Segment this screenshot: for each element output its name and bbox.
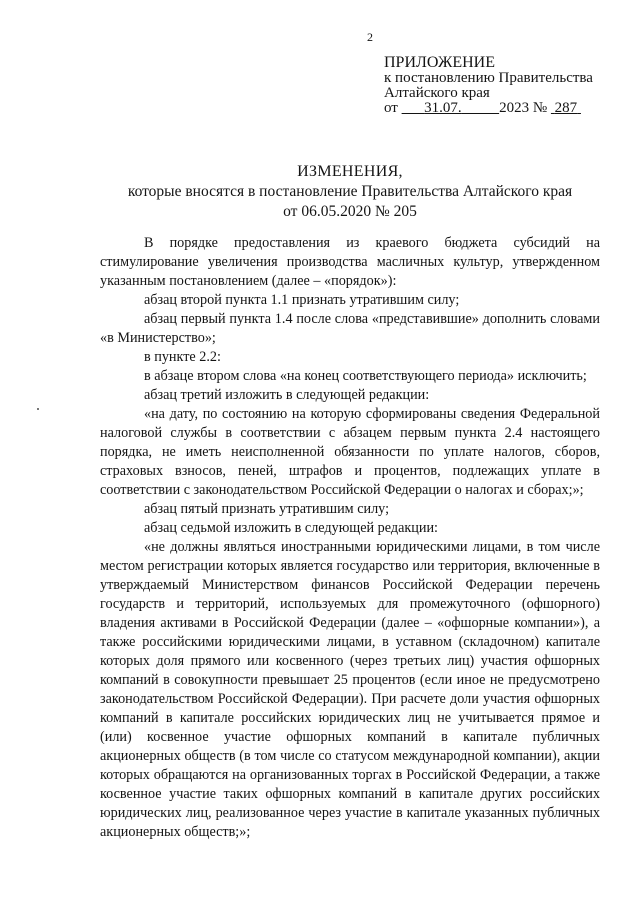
scan-mark <box>37 408 39 410</box>
appendix-date: 31.07. <box>424 100 462 116</box>
paragraph: в пункте 2.2: <box>144 349 221 365</box>
appendix-block <box>384 54 624 116</box>
page-number: 2 <box>367 30 373 44</box>
paragraph: абзац третий изложить в следующей редакции: <box>144 387 430 403</box>
paragraph: «на дату, по состоянию на которую сформированы сведения Федеральной налоговой службы в соответствии с абзацем первым пункта 2.4 настоящего порядка, не иметь неисполненной обязанности по уплате налогов, сборов, страховых взносов, пеней, штрафов и процентов, подлежащих уплате в соответствии с законодательством Российской Федерации о налогах и сборах;»; <box>100 406 600 498</box>
appendix-date-line <box>384 101 624 116</box>
paragraph: абзац пятый признать утратившим силу; <box>144 501 390 517</box>
appendix-year-label: 2023 № <box>499 100 548 116</box>
appendix-line-2: Алтайского края <box>384 85 490 101</box>
paragraph: абзац второй пункта 1.1 признать утратившим силу; <box>144 292 460 308</box>
document-body <box>100 234 600 842</box>
appendix-title: ПРИЛОЖЕНИЕ <box>384 54 496 71</box>
appendix-line-1: к постановлению Правительства <box>384 70 593 86</box>
appendix-number: 287 <box>554 100 578 116</box>
document-heading <box>90 162 610 222</box>
heading-subtitle-date: от 06.05.2020 № 205 <box>283 203 417 220</box>
paragraph: абзац седьмой изложить в следующей редакции: <box>144 520 439 536</box>
heading-subtitle: которые вносятся в постановление Правительства Алтайского края <box>127 183 573 200</box>
paragraph: в абзаце втором слова «на конец соответствующего периода» исключить; <box>144 368 587 384</box>
paragraph: «не должны являться иностранными юридическими лицами, в том числе местом регистрации которых является государство или территория, включенные в утверждаемый Министерством финансов Российской Федерации перечень государств и территорий, используемых для промежуточного (офшорного) владения активами в Российской Федерации (далее – «офшорные компании»), а также российскими юридическими лицами, в уставном (складочном) капитале которых доля прямого или косвенного (через третьих лиц) участия офшорных компаний в совокупности превышает 25 процентов (если иное не предусмотрено законодательством Российской Федерации). При расчете доли участия офшорных компаний в капитале российских юридических лиц не учитывается прямое и (или) косвенное участие офшорных компаний в капитале публичных акционерных обществ (в том числе со статусом международной компании), акции которых обращаются на организованных торгах в Российской Федерации, а также косвенное участие таких офшорных компаний в капитале других российских юридических лиц, реализованное через участие в капитале указанных публичных акционерных обществ;»; <box>100 539 600 840</box>
heading-title: ИЗМЕНЕНИЯ, <box>297 163 403 180</box>
paragraph: абзац первый пункта 1.4 после слова «представившие» дополнить словами «в Министерство»; <box>100 311 600 346</box>
paragraph: В порядке предоставления из краевого бюджета субсидий на стимулирование увеличения производства масличных культур, утвержденном указанным постановлением (далее – «порядок»): <box>100 235 600 289</box>
appendix-from-label: от <box>384 100 398 116</box>
